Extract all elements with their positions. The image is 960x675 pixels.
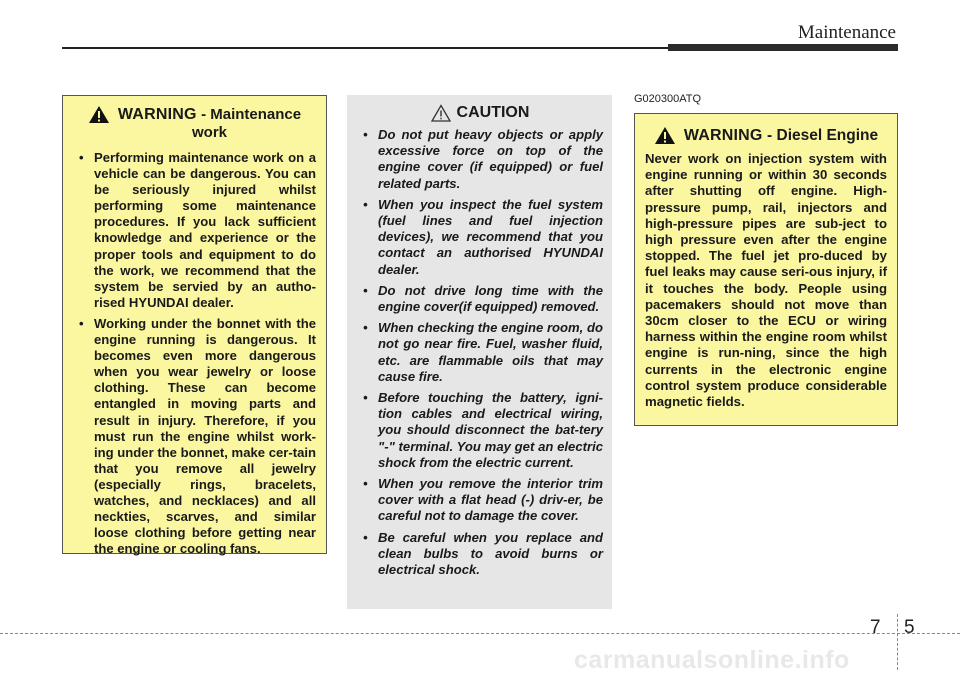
warning-label: WARNING [683, 127, 763, 144]
section-code: G020300ATQ [634, 93, 702, 105]
footer-rule [0, 633, 960, 634]
warning-maintenance-box [62, 95, 327, 557]
caution-box [347, 95, 612, 609]
watermark: carmanualsonline.info [574, 646, 850, 674]
warning-maintenance-list [73, 150, 316, 557]
warning-maintenance-heading [73, 106, 316, 142]
list-item: • Before touching the battery, igni-tion cables and electrical wiring, you should disconnect the bat-tery "-" terminal. You may get an electric shock from the electric current. [357, 390, 603, 471]
list-item: • Do not put heavy objects or apply excessive force on top of the engine cover (if equipped) or fuel related parts. [357, 127, 603, 192]
warning-subtitle: - Diesel Engine [767, 127, 879, 144]
page-header-title: Maintenance [797, 22, 896, 43]
warning-triangle-icon [88, 105, 110, 124]
header-bar [668, 44, 898, 51]
footer-separator [897, 614, 898, 670]
warning-subtitle-line1: - Maintenance [201, 106, 302, 123]
warning-label: WARNING [117, 106, 197, 123]
list-item: • Working under the bonnet with the engine running is dangerous. It becomes even more dangerous when you wear jewelry or loose clothing. These can become entangled in moving parts and result in injury. Therefore, if you must run the engine whilst work-ing under the bonnet, make cer-tain that you remove all jewelry (especially rings, bracelets, watches, and necklaces) and all neckties, scarves, and similar loose clothing before getting near the engine or cooling fans. [73, 316, 316, 557]
caution-heading [357, 104, 603, 122]
list-item: • When checking the engine room, do not go near fire. Fuel, washer fluid, etc. are flammable oils that may cause fire. [357, 320, 603, 385]
chapter-number: 7 [870, 617, 881, 638]
warning-diesel-body: Never work on injection system with engine running or within 30 seconds after shutting off engine. High-pressure pump, rail, injectors and high-pressure pipes are sub-ject to high pressure even after the engine stopped. The fuel jet pro-duced by fuel leaks may cause seri-ous injury, if it touches the body. People using pacemakers should not move than 30cm closer to the ECU or wiring harness within the engine room whilst engine is run-ning, since the high currents in the electronic engine control system produce considerable magnetic fields. [645, 151, 887, 410]
page-number: 5 [904, 617, 915, 638]
list-item: • Be careful when you replace and clean bulbs to avoid burns or electrical shock. [357, 530, 603, 579]
list-item: • Do not drive long time with the engine cover(if equipped) removed. [357, 283, 603, 315]
caution-list [357, 127, 603, 578]
warning-diesel-box [634, 113, 898, 426]
warning-triangle-icon [654, 126, 676, 145]
caution-label: CAUTION [456, 104, 530, 121]
list-item: • When you remove the interior trim cover with a flat head (-) driv-er, be careful not to damage the cover. [357, 476, 603, 525]
warning-diesel-heading [645, 127, 887, 145]
warning-subtitle-line2: work [191, 124, 227, 141]
list-item: • When you inspect the fuel system (fuel lines and fuel injection devices), we recommend that you contact an authorised HYUNDAI dealer. [357, 197, 603, 278]
list-item: • Performing maintenance work on a vehicle can be dangerous. You can be seriously injured whilst performing some maintenance procedures. If you lack sufficient knowledge and experience or the proper tools and equipment to do the work, we recommend that the system be servied by an autho-rised HYUNDAI dealer. [73, 150, 316, 311]
caution-triangle-icon [431, 104, 451, 122]
